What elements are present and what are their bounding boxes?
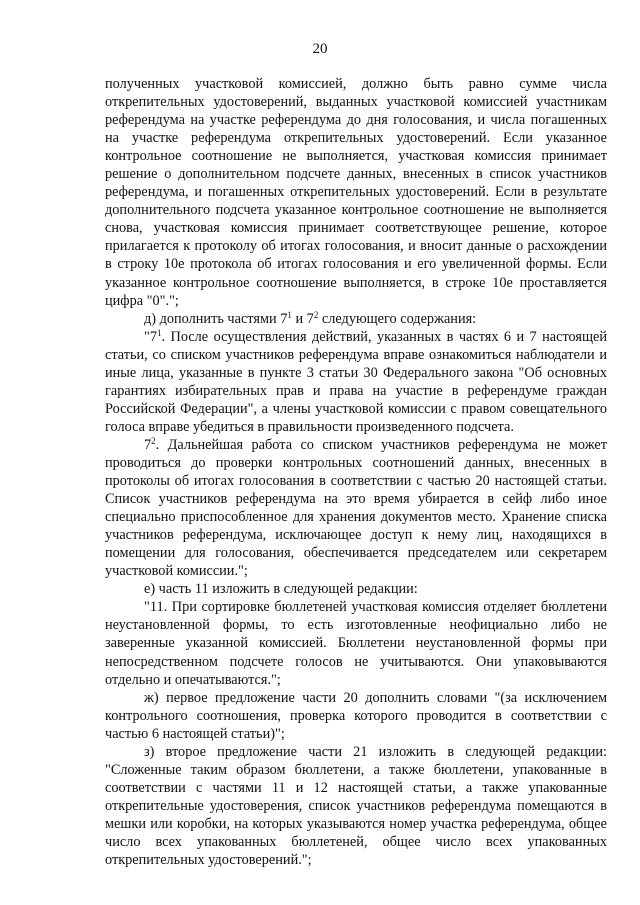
text-run: . Дальнейшая работа со списком участников референдума не может проводиться до проверки контрольных соотношений данных, внесенных в протоколы об итогах голосования в соответствии с частью 20 настоящей статьи. Список участников референдума на это время убирается в сейф либо иное специально приспособленное для хранения документов место. Хранение списка участников референдума, исключающее доступ к нему лиц, находящихся в помещении для голосования, обеспечивается председателем или секретарем участковой комиссии.";: [105, 436, 607, 580]
text-run: е) часть 11 изложить в следующей редакции:: [144, 581, 418, 598]
paragraph: [105, 310, 607, 328]
text-run: ж) первое предложение части 20 дополнить словами "(за исключением контрольного соотношения, проверка которого проводится в соответствии с частью 6 настоящей статьи)";: [105, 689, 607, 742]
document-body: [105, 75, 607, 869]
text-run: "7: [144, 328, 157, 345]
text-run: и 7: [291, 310, 314, 327]
text-run: следующего содержания:: [318, 310, 477, 327]
text-run: д) дополнить частями 7: [144, 310, 288, 327]
text-run: полученных участковой комиссией, должно быть равно сумме числа открепительных удостоверений, выданных участковой комиссией участникам референдума на участке референдума до дня голосования, и числа погашенных на участке референдума открепительных удостоверений. Если указанное контрольное соотношение не выполняется, участковая комиссия принимает решение о дополнительном подсчете данных, внесенных в список участников референдума, и погашенных открепительных удостоверений. Если в результате дополнительного подсчета указанное контрольное соотношение не выполняется снова, участковая комиссия принимает соответствующее решение, которое прилагается к протоколу об итогах голосования, и вносит данные о расхождении в строку 10е протокола об итогах голосования и его увеличенной формы. Если указанное контрольное соотношение выполняется, в строке 10е проставляется цифра "0".";: [105, 76, 607, 309]
paragraph: [105, 75, 607, 310]
paragraph: [105, 598, 607, 688]
paragraph: [105, 580, 607, 598]
text-run: з) второе предложение части 21 изложить в следующей редакции: "Сложенные таким образом бюллетени, а также бюллетени, упакованные в соответствии с частями 11 и 12 настоящей статьи, а также упакованные открепительные удостоверения, список участников референдума помещаются в мешки или коробки, на которых указываются номер участка референдума, общее число всех упакованных бюллетеней, общее число всех упакованных открепительных удостоверений.";: [105, 743, 607, 869]
text-run: . После осуществления действий, указанных в частях 6 и 7 настоящей статьи, со списком участников референдума вправе ознакомиться наблюдатели и иные лица, указанные в пункте 3 статьи 30 Федерального закона "Об основных гарантиях избирательных прав и права на участие в референдуме граждан Российской Федерации", а члены участковой комиссии с правом совещательного голоса вправе убедиться в правильности произведенного подсчета.: [105, 328, 607, 435]
superscript: 2: [313, 309, 319, 320]
paragraph: [105, 436, 607, 580]
page-number: 20: [312, 41, 328, 57]
superscript: 2: [151, 435, 156, 446]
superscript: 1: [287, 309, 292, 320]
text-run: "11. При сортировке бюллетеней участковая комиссия отделяет бюллетени неустановленной формы, то есть изготовленные неофициально либо не заверенные указанной комиссией. Бюллетени неустановленной формы при непосредственном подсчете голосов не учитываются. Они упаковываются отдельно и опечатываются.";: [105, 599, 607, 688]
superscript: 1: [157, 327, 162, 338]
text-run: 7: [144, 436, 152, 453]
paragraph: [105, 689, 607, 743]
paragraph: [105, 328, 607, 436]
paragraph: [105, 743, 607, 869]
